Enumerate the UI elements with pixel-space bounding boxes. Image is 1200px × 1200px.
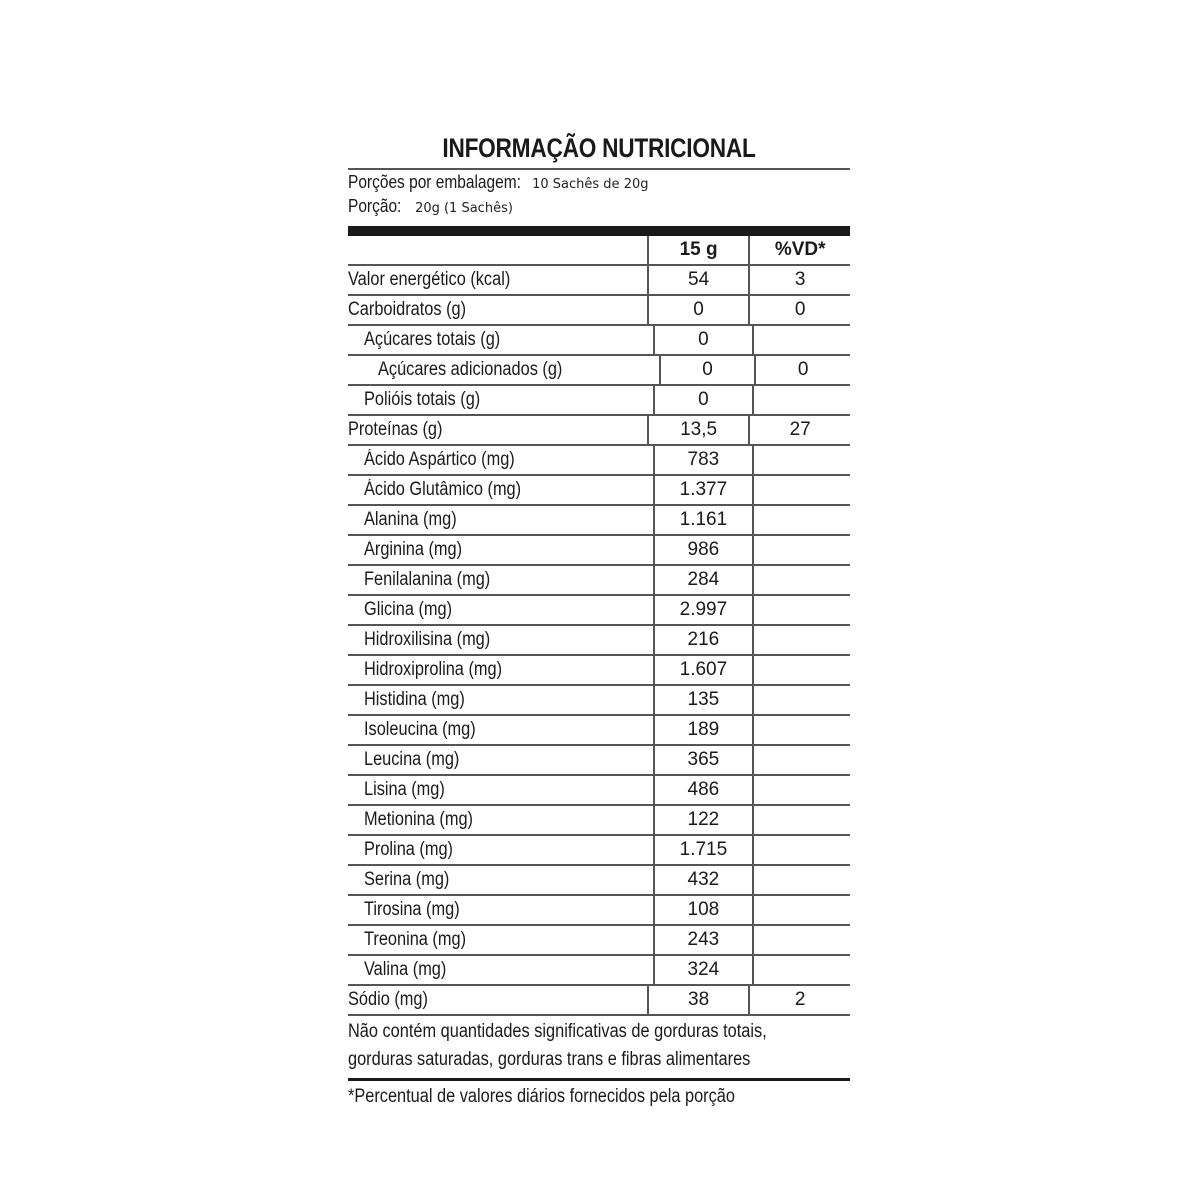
portions-value: 10 Sachês de 20g xyxy=(532,177,649,192)
portions-label: Porções por embalagem: xyxy=(348,172,521,192)
nutrient-name: Hidroxiprolina (mg) xyxy=(364,659,503,680)
table-row xyxy=(348,566,850,596)
nutrient-dv xyxy=(752,896,850,924)
nutrient-amount: 1.377 xyxy=(653,476,751,504)
table-row xyxy=(348,416,850,446)
disclaimer-note xyxy=(348,1016,850,1081)
nutrient-amount: 2.997 xyxy=(653,596,751,624)
nutrient-dv xyxy=(752,536,850,564)
portions-per-package xyxy=(348,170,850,194)
nutrient-dv xyxy=(752,326,850,354)
table-row xyxy=(348,686,850,716)
table-row xyxy=(348,986,850,1016)
nutrient-dv xyxy=(752,626,850,654)
table-row xyxy=(348,536,850,566)
nutrient-name: Lisina (mg) xyxy=(364,779,445,800)
nutrient-name: Tirosina (mg) xyxy=(364,899,460,920)
nutrient-amount: 0 xyxy=(659,356,755,384)
table-row xyxy=(348,896,850,926)
nutrient-name: Isoleucina (mg) xyxy=(364,719,476,740)
nutrient-dv xyxy=(752,506,850,534)
table-row xyxy=(348,596,850,626)
nutrition-facts-label xyxy=(348,128,850,1111)
nutrient-dv: 3 xyxy=(748,266,850,294)
nutrient-amount: 189 xyxy=(653,716,751,744)
nutrient-amount: 783 xyxy=(653,446,751,474)
header-amount: 15 g xyxy=(647,236,749,264)
nutrient-amount: 135 xyxy=(653,686,751,714)
nutrient-dv xyxy=(752,836,850,864)
table-row xyxy=(348,926,850,956)
nutrient-name: Carboidratos (g) xyxy=(348,299,467,320)
table-row xyxy=(348,866,850,896)
nutrient-amount: 324 xyxy=(653,956,751,984)
table-row xyxy=(348,476,850,506)
nutrient-amount: 108 xyxy=(653,896,751,924)
nutrient-dv xyxy=(752,806,850,834)
table-row xyxy=(348,506,850,536)
nutrient-name: Glicina (mg) xyxy=(364,599,453,620)
nutrient-amount: 0 xyxy=(653,386,751,414)
nutrient-dv xyxy=(752,446,850,474)
nutrient-name: Açúcares totais (g) xyxy=(364,329,501,350)
table-row xyxy=(348,776,850,806)
table-row xyxy=(348,626,850,656)
nutrient-dv xyxy=(752,716,850,744)
header-dv: %VD* xyxy=(748,236,850,264)
nutrient-dv xyxy=(752,926,850,954)
nutrient-amount: 486 xyxy=(653,776,751,804)
label-title: INFORMAÇÃO NUTRICIONAL xyxy=(442,133,756,163)
nutrient-amount: 54 xyxy=(647,266,749,294)
portion-value: 20g (1 Sachês) xyxy=(415,201,513,216)
nutrient-name: Açúcares adicionados (g) xyxy=(378,359,563,380)
nutrient-amount: 986 xyxy=(653,536,751,564)
nutrient-amount: 243 xyxy=(653,926,751,954)
nutrient-name: Alanina (mg) xyxy=(364,509,457,530)
nutrient-amount: 284 xyxy=(653,566,751,594)
nutrient-name: Fenilalanina (mg) xyxy=(364,569,491,590)
nutrient-dv xyxy=(752,746,850,774)
nutrient-dv: 27 xyxy=(748,416,850,444)
table-row xyxy=(348,266,850,296)
nutrient-name: Hidroxilisina (mg) xyxy=(364,629,491,650)
table-header xyxy=(348,236,850,266)
nutrient-name: Metionina (mg) xyxy=(364,809,473,830)
nutrient-name: Polióis totais (g) xyxy=(364,389,481,410)
nutrient-name: Histidina (mg) xyxy=(364,689,465,710)
nutrient-dv xyxy=(752,476,850,504)
nutrient-name: Treonina (mg) xyxy=(364,929,467,950)
table-row xyxy=(348,386,850,416)
portion-size xyxy=(348,194,850,218)
nutrient-name: Ácido Glutâmico (mg) xyxy=(364,479,522,500)
portion-label: Porção: xyxy=(348,196,402,216)
nutrient-dv xyxy=(752,386,850,414)
table-row xyxy=(348,326,850,356)
nutrient-amount: 432 xyxy=(653,866,751,894)
nutrient-name: Sódio (mg) xyxy=(348,989,428,1010)
nutrient-amount: 216 xyxy=(653,626,751,654)
nutrient-amount: 1.161 xyxy=(653,506,751,534)
nutrient-name: Proteínas (g) xyxy=(348,419,443,440)
note-line-1: Não contém quantidades significativas de gorduras totais, xyxy=(348,1021,767,1042)
nutrient-dv xyxy=(752,956,850,984)
nutrient-name: Arginina (mg) xyxy=(364,539,463,560)
nutrient-name: Valor energético (kcal) xyxy=(348,269,511,290)
table-row xyxy=(348,446,850,476)
table-row xyxy=(348,746,850,776)
nutrient-name: Serina (mg) xyxy=(364,869,450,890)
nutrient-amount: 0 xyxy=(653,326,751,354)
nutrient-amount: 365 xyxy=(653,746,751,774)
table-row xyxy=(348,836,850,866)
thick-divider xyxy=(348,226,850,236)
nutrient-dv: 0 xyxy=(754,356,850,384)
nutrient-dv xyxy=(752,596,850,624)
table-row xyxy=(348,656,850,686)
nutrient-dv xyxy=(752,866,850,894)
table-row xyxy=(348,296,850,326)
nutrient-amount: 1.607 xyxy=(653,656,751,684)
nutrient-name: Valina (mg) xyxy=(364,959,447,980)
nutrient-dv xyxy=(752,776,850,804)
footnote: *Percentual de valores diários fornecidos pela porção xyxy=(348,1086,735,1107)
note-line-2: gorduras saturadas, gorduras trans e fibras alimentares xyxy=(348,1049,751,1070)
nutrient-amount: 1.715 xyxy=(653,836,751,864)
table-row xyxy=(348,716,850,746)
nutrient-name: Ácido Aspártico (mg) xyxy=(364,449,515,470)
nutrient-name: Prolina (mg) xyxy=(364,839,453,860)
nutrient-amount: 13,5 xyxy=(647,416,749,444)
nutrient-amount: 38 xyxy=(647,986,749,1014)
table-row xyxy=(348,956,850,986)
table-row xyxy=(348,356,850,386)
nutrient-dv xyxy=(752,656,850,684)
nutrient-amount: 0 xyxy=(647,296,749,324)
nutrient-dv xyxy=(752,566,850,594)
nutrient-dv xyxy=(752,686,850,714)
header-name-cell xyxy=(348,236,647,264)
table-row xyxy=(348,806,850,836)
nutrient-dv: 0 xyxy=(748,296,850,324)
nutrient-name: Leucina (mg) xyxy=(364,749,460,770)
nutrient-amount: 122 xyxy=(653,806,751,834)
nutrient-dv: 2 xyxy=(748,986,850,1014)
